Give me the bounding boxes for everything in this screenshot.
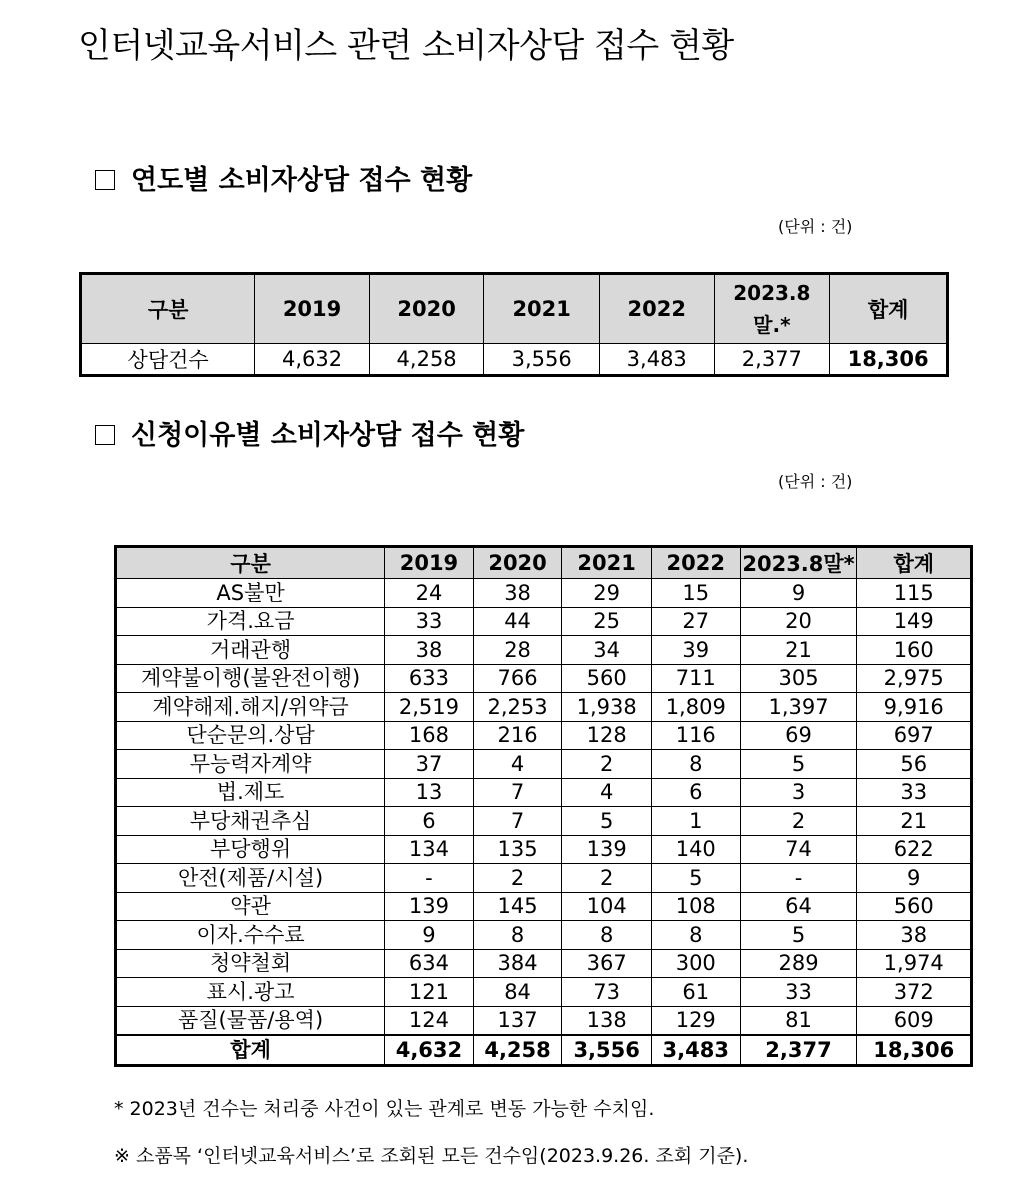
- table-cell: 115: [857, 579, 972, 608]
- table-cell: 21: [740, 636, 857, 665]
- table-cell: 5: [740, 750, 857, 779]
- table-cell: 2: [562, 750, 652, 779]
- row-label: 청약철회: [116, 949, 385, 978]
- table-cell-total: 18,306: [830, 344, 948, 376]
- table-cell: 33: [857, 778, 972, 807]
- table-cell: 5: [651, 864, 740, 893]
- table-cell: 300: [651, 949, 740, 978]
- table-row: [116, 693, 972, 722]
- table-cell: 560: [857, 892, 972, 921]
- table-cell: 8: [562, 921, 652, 950]
- table-row: [116, 579, 972, 608]
- header-cell: 합계: [857, 547, 972, 579]
- footnote-reference: ※ 소품목 ‘인터넷교육서비스’로 조회된 모든 건수임(2023.9.26. 조회 기준).: [114, 1145, 749, 1167]
- table-row: [116, 1006, 972, 1035]
- table-cell: 38: [385, 636, 474, 665]
- table-cell: 84: [473, 978, 562, 1007]
- table-cell: 20: [740, 607, 857, 636]
- table-header-row: [116, 547, 972, 579]
- table-cell: 15: [651, 579, 740, 608]
- table-cell: 697: [857, 721, 972, 750]
- table-cell: -: [385, 864, 474, 893]
- total-row: [116, 1035, 972, 1065]
- table-cell: 3,483: [599, 344, 714, 376]
- header-cell: 합계: [830, 274, 948, 344]
- table-cell: 139: [562, 835, 652, 864]
- table-cell-total: 4,632: [385, 1035, 474, 1065]
- table-cell: 138: [562, 1006, 652, 1035]
- table-row: [116, 892, 972, 921]
- table-cell: 104: [562, 892, 652, 921]
- table-cell: 216: [473, 721, 562, 750]
- table-cell: 711: [651, 664, 740, 693]
- table-cell: 38: [857, 921, 972, 950]
- table-cell: 560: [562, 664, 652, 693]
- row-label: AS불만: [116, 579, 385, 608]
- table-cell: 33: [740, 978, 857, 1007]
- header-cell: 2019: [255, 274, 370, 344]
- table-cell: 29: [562, 579, 652, 608]
- table-cell: 2,519: [385, 693, 474, 722]
- table-row: [81, 344, 948, 376]
- table-cell: 44: [473, 607, 562, 636]
- total-label: 합계: [116, 1035, 385, 1065]
- yearly-consultation-table: [79, 272, 949, 377]
- table-row: [116, 636, 972, 665]
- row-label: 부당채권추심: [116, 807, 385, 836]
- row-label: 부당행위: [116, 835, 385, 864]
- table-cell: 39: [651, 636, 740, 665]
- table-cell: 129: [651, 1006, 740, 1035]
- header-cell: 2022: [599, 274, 714, 344]
- table-cell: 5: [740, 921, 857, 950]
- row-label: 단순문의.상담: [116, 721, 385, 750]
- table-row: [116, 864, 972, 893]
- row-label: 품질(물품/용역): [116, 1006, 385, 1035]
- section1-heading: [95, 158, 472, 197]
- table-cell-total: 2,377: [740, 1035, 857, 1065]
- table-cell: 766: [473, 664, 562, 693]
- header-cell: 2020: [473, 547, 562, 579]
- header-cell: 2021: [484, 274, 600, 344]
- row-label: 약관: [116, 892, 385, 921]
- table-row: [116, 750, 972, 779]
- table-cell: 4: [473, 750, 562, 779]
- table-cell: 137: [473, 1006, 562, 1035]
- table-cell: 28: [473, 636, 562, 665]
- header-cell: 구분: [116, 547, 385, 579]
- table-cell: 2: [740, 807, 857, 836]
- table-row: [116, 607, 972, 636]
- table-cell: 2,975: [857, 664, 972, 693]
- table-cell: 135: [473, 835, 562, 864]
- table-cell: 61: [651, 978, 740, 1007]
- table-cell: 1,938: [562, 693, 652, 722]
- table-cell: 56: [857, 750, 972, 779]
- table-cell: 134: [385, 835, 474, 864]
- table-cell: 8: [473, 921, 562, 950]
- footnote-asterisk: * 2023년 건수는 처리중 사건이 있는 관계로 변동 가능한 수치임.: [114, 1098, 655, 1120]
- table-cell: 139: [385, 892, 474, 921]
- table-cell: 372: [857, 978, 972, 1007]
- table-cell-total: 18,306: [857, 1035, 972, 1065]
- table-cell: 25: [562, 607, 652, 636]
- table-cell: 2,253: [473, 693, 562, 722]
- header-cell: 2023.8말*: [740, 547, 857, 579]
- table-cell: 160: [857, 636, 972, 665]
- table-cell: 9,916: [857, 693, 972, 722]
- table-cell: 622: [857, 835, 972, 864]
- row-label: 법.제도: [116, 778, 385, 807]
- table-cell: 121: [385, 978, 474, 1007]
- table-cell-total: 4,258: [473, 1035, 562, 1065]
- row-label: 계약해제.해지/위약금: [116, 693, 385, 722]
- table-cell: 633: [385, 664, 474, 693]
- table-cell: 9: [740, 579, 857, 608]
- header-cell: 2022: [651, 547, 740, 579]
- table-cell: 108: [651, 892, 740, 921]
- section2-unit: (단위 : 건): [778, 472, 853, 491]
- table-cell-total: 3,556: [562, 1035, 652, 1065]
- table-row: [116, 949, 972, 978]
- table-cell: 64: [740, 892, 857, 921]
- table-row: [116, 921, 972, 950]
- table-cell: 33: [385, 607, 474, 636]
- table-cell: 24: [385, 579, 474, 608]
- table-row: [116, 721, 972, 750]
- table-row: [116, 778, 972, 807]
- table-cell: 5: [562, 807, 652, 836]
- table-cell: 34: [562, 636, 652, 665]
- section1-unit: (단위 : 건): [778, 217, 853, 236]
- table-cell: 4,632: [255, 344, 370, 376]
- table-cell: 634: [385, 949, 474, 978]
- table-row: [116, 978, 972, 1007]
- header-cell: 구분: [81, 274, 255, 344]
- table-cell: 3,556: [484, 344, 600, 376]
- row-label: 무능력자계약: [116, 750, 385, 779]
- table-cell: 140: [651, 835, 740, 864]
- header-cell: 2021: [562, 547, 652, 579]
- table-cell: 305: [740, 664, 857, 693]
- table-cell: 168: [385, 721, 474, 750]
- row-label: 상담건수: [81, 344, 255, 376]
- table-cell: 1,974: [857, 949, 972, 978]
- table-cell: 1,809: [651, 693, 740, 722]
- table-cell: 13: [385, 778, 474, 807]
- table-cell: 8: [651, 921, 740, 950]
- table-cell: 7: [473, 807, 562, 836]
- row-label: 이자.수수료: [116, 921, 385, 950]
- section2-heading: [95, 413, 524, 452]
- checkbox-square-icon: [95, 170, 115, 190]
- table-row: [116, 664, 972, 693]
- table-row: [116, 807, 972, 836]
- table-cell: 289: [740, 949, 857, 978]
- table-cell: 73: [562, 978, 652, 1007]
- header-cell: 2023.8 말.*: [714, 274, 830, 344]
- table-cell: 69: [740, 721, 857, 750]
- reason-consultation-table: [114, 545, 973, 1067]
- row-label: 가격.요금: [116, 607, 385, 636]
- header-cell: 2019: [385, 547, 474, 579]
- table-cell: 149: [857, 607, 972, 636]
- table-cell: 367: [562, 949, 652, 978]
- table-cell-total: 3,483: [651, 1035, 740, 1065]
- table-cell: 145: [473, 892, 562, 921]
- table-cell: 4,258: [369, 344, 484, 376]
- table-row: [116, 835, 972, 864]
- table-header-row: [81, 274, 948, 344]
- table-cell: 81: [740, 1006, 857, 1035]
- table-cell: 2: [473, 864, 562, 893]
- page-title: 인터넷교육서비스 관련 소비자상담 접수 현황: [78, 26, 734, 66]
- row-label: 거래관행: [116, 636, 385, 665]
- table-cell: 38: [473, 579, 562, 608]
- table-cell: 128: [562, 721, 652, 750]
- table-cell: 7: [473, 778, 562, 807]
- section2-title: 신청이유별 소비자상담 접수 현황: [131, 420, 525, 451]
- table-cell: 9: [857, 864, 972, 893]
- row-label: 표시.광고: [116, 978, 385, 1007]
- header-cell: 2020: [369, 274, 484, 344]
- checkbox-square-icon: [95, 425, 115, 445]
- table-cell: 6: [651, 778, 740, 807]
- row-label: 계약불이행(불완전이행): [116, 664, 385, 693]
- table-cell: 9: [385, 921, 474, 950]
- table-cell: 3: [740, 778, 857, 807]
- table-cell: 1,397: [740, 693, 857, 722]
- table-cell: 2: [562, 864, 652, 893]
- table-cell: -: [740, 864, 857, 893]
- table-cell: 21: [857, 807, 972, 836]
- table-cell: 8: [651, 750, 740, 779]
- table-cell: 2,377: [714, 344, 830, 376]
- row-label: 안전(제품/시설): [116, 864, 385, 893]
- section1-title: 연도별 소비자상담 접수 현황: [131, 165, 473, 196]
- table-cell: 609: [857, 1006, 972, 1035]
- table-cell: 6: [385, 807, 474, 836]
- table-cell: 27: [651, 607, 740, 636]
- table-cell: 1: [651, 807, 740, 836]
- table-cell: 384: [473, 949, 562, 978]
- table-cell: 74: [740, 835, 857, 864]
- table-cell: 4: [562, 778, 652, 807]
- table-cell: 116: [651, 721, 740, 750]
- table-cell: 124: [385, 1006, 474, 1035]
- table-cell: 37: [385, 750, 474, 779]
